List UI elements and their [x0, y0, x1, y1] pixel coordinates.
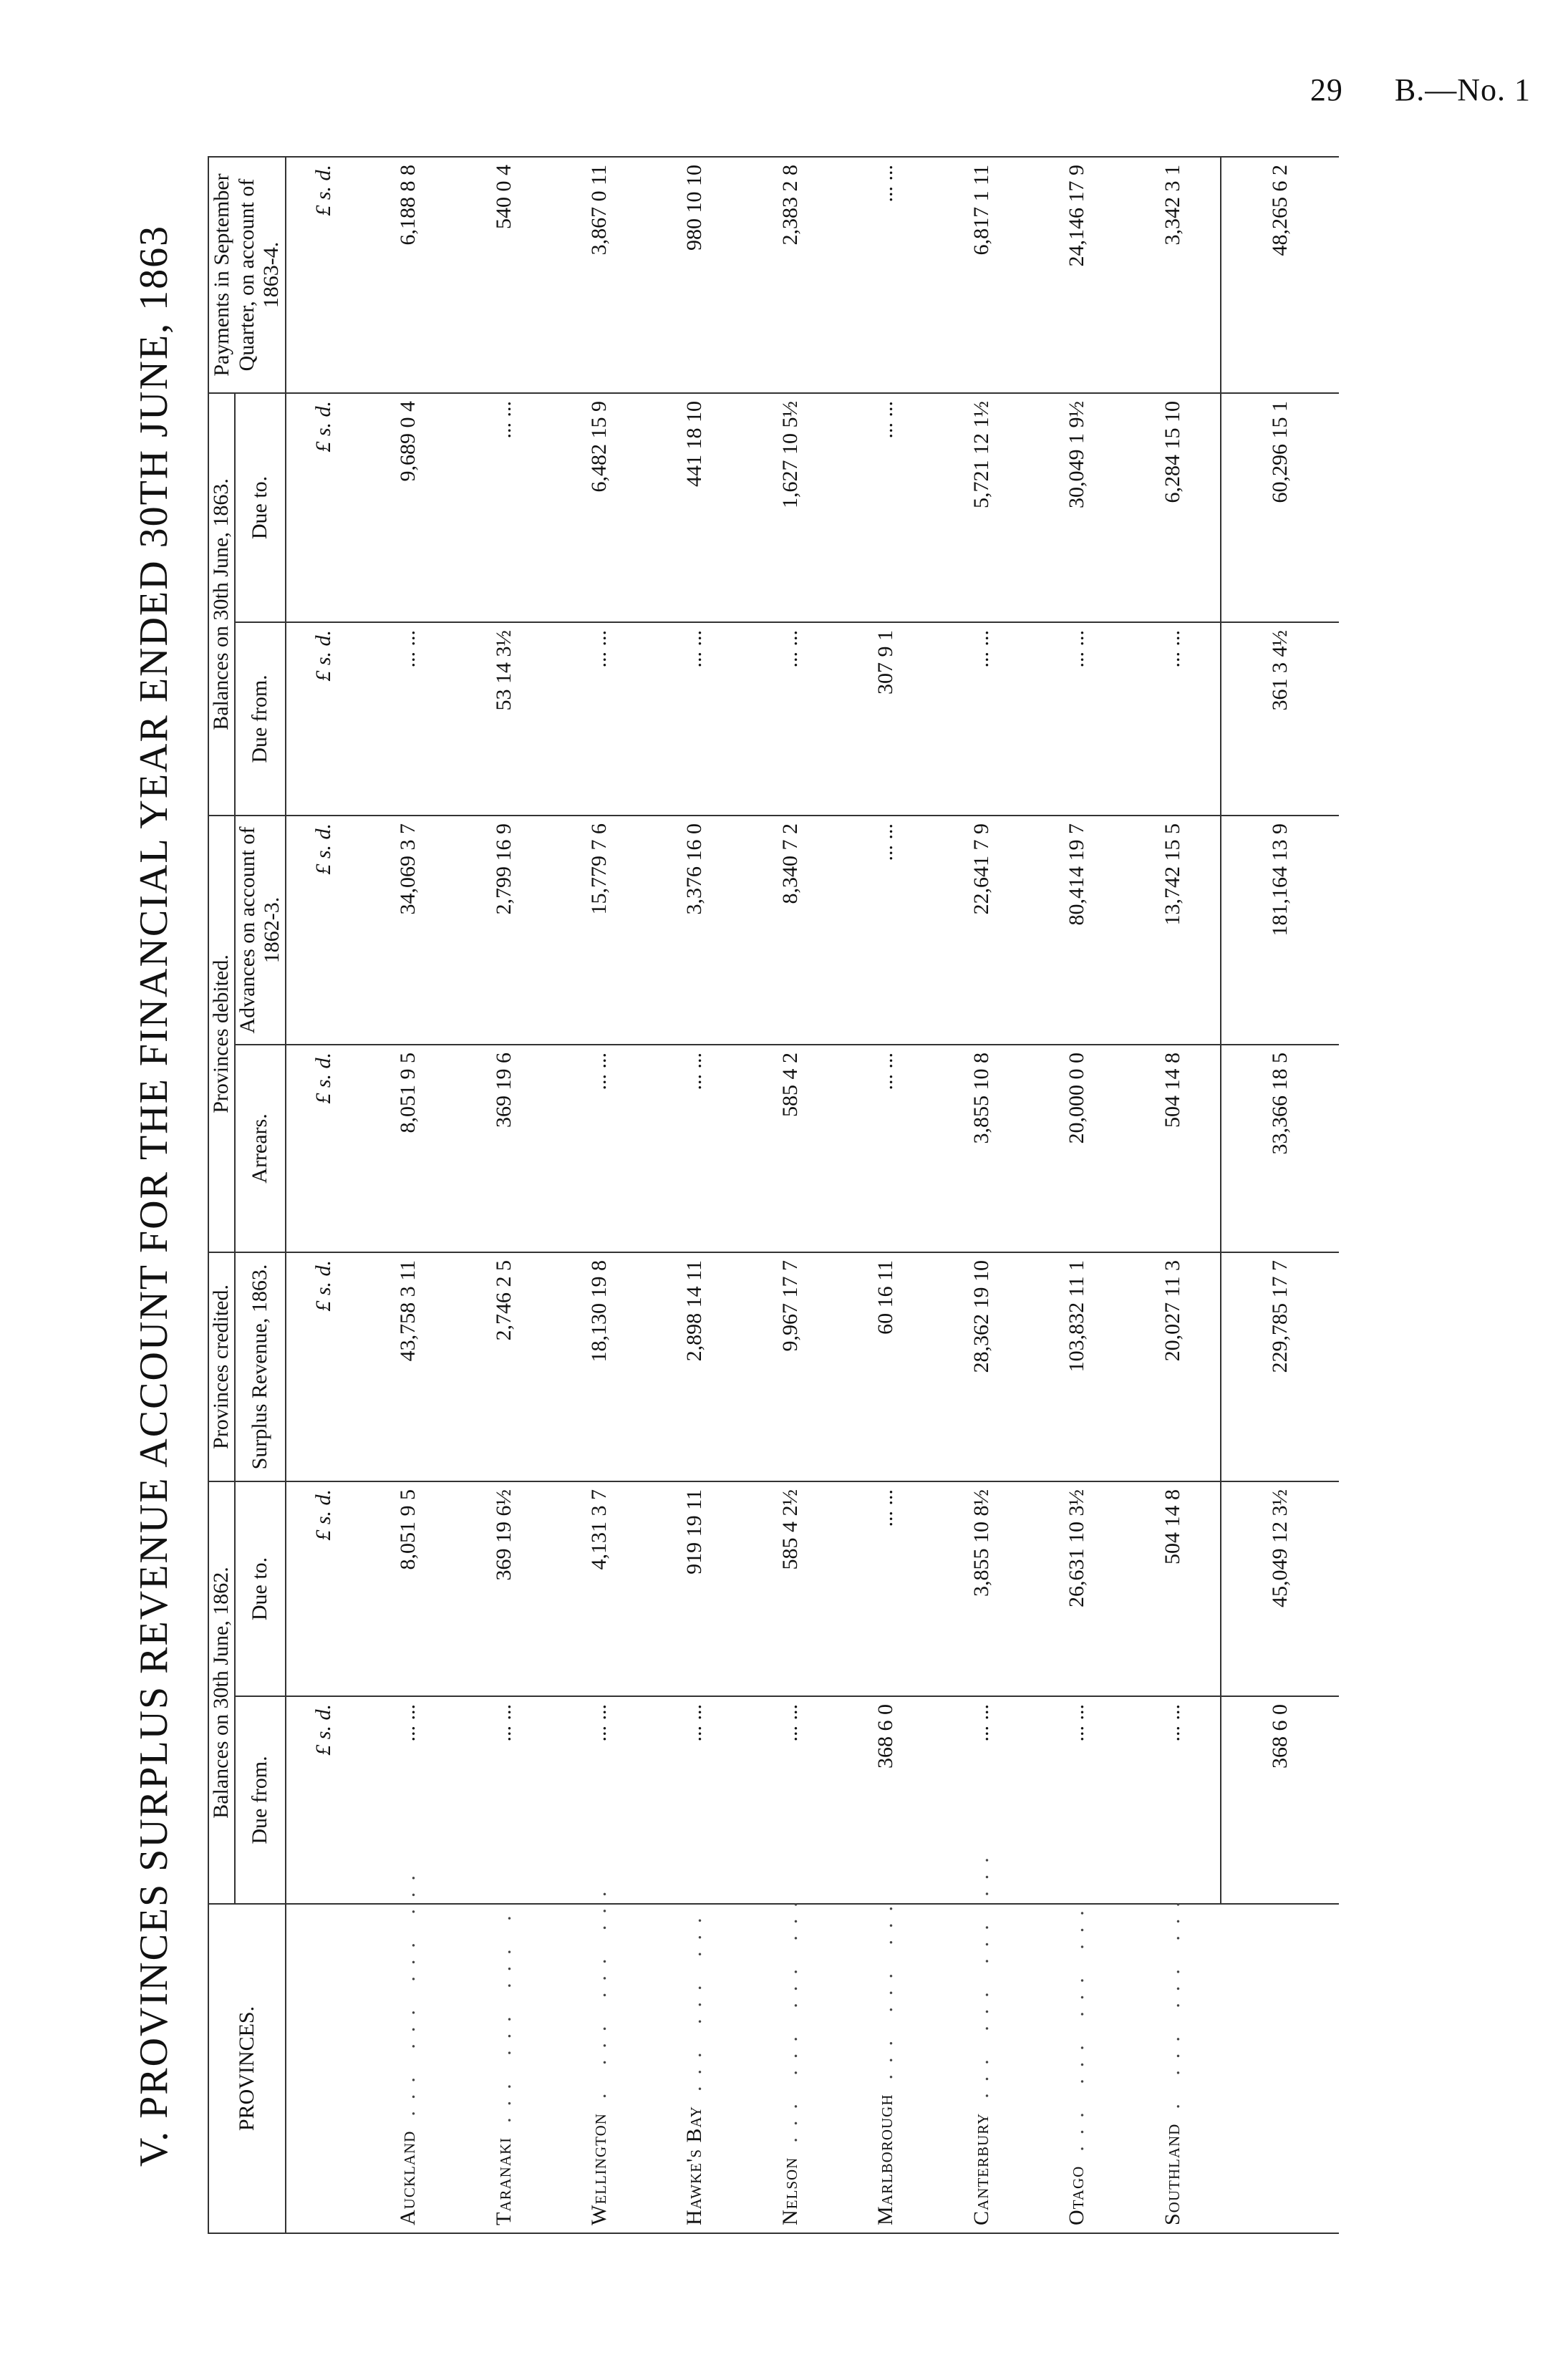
bal62-from-cell: ... ... [934, 1696, 1029, 1904]
leader-dots: ... ... ... [873, 1894, 898, 2080]
document-reference: B.—No. 1 [1394, 72, 1531, 107]
payments-cell: 980 10 10 [647, 157, 742, 393]
table-row [1125, 157, 1221, 2233]
surplus-cell: 103,832 11 1 [1029, 1252, 1124, 1481]
bal63-to-cell: 6,482 15 9 [551, 393, 647, 622]
province-name: Hawke's Bay [682, 2106, 707, 2225]
surplus-cell: 2,746 2 5 [456, 1252, 551, 1481]
bal62-from-cell: ... ... [456, 1696, 551, 1904]
bal63-to-cell: 9,689 0 4 [361, 393, 456, 622]
leader-dots: . ... ... ... [1161, 1890, 1184, 2109]
advances-cell: ... ... [838, 816, 934, 1045]
total-bal63-from: 361 3 4½ [1221, 622, 1339, 816]
table-frame [208, 158, 1339, 2234]
bal62-to-cell: 585 4 2½ [742, 1481, 838, 1696]
bal63-from-cell: ... ... [1125, 622, 1221, 816]
advances-header: Advances on account of 1862-3. [235, 816, 286, 1045]
payments-cell: 2,383 2 8 [742, 157, 838, 393]
bal62-to-cell: 3,855 10 8½ [934, 1481, 1029, 1696]
surplus-revenue-table [208, 156, 1339, 2234]
bal63-to-cell: 30,049 1 9½ [1029, 393, 1124, 622]
payments-cell: 6,188 8 8 [361, 157, 456, 393]
table-row [742, 157, 838, 2233]
province-name: Wellington [587, 2113, 611, 2225]
province-name: Otago [1064, 2165, 1088, 2225]
balances-1863-header: Balances on 30th June, 1863. [208, 393, 235, 816]
bal63-from-cell: ... ... [934, 622, 1029, 816]
table-row [361, 157, 456, 2233]
payments-cell: 3,867 0 11 [551, 157, 647, 393]
table-row [838, 157, 934, 2233]
table-row [551, 157, 647, 2233]
payments-cell: 540 0 4 [456, 157, 551, 393]
bal63-from-cell: ... ... [361, 622, 456, 816]
bal63-to-cell: ... ... [456, 393, 551, 622]
bal63-from-cell: 307 9 1 [838, 622, 934, 816]
due-to-1863-header: Due to. [235, 393, 286, 622]
total-payments: 48,265 6 2 [1221, 157, 1339, 393]
units-label: £ s. d. [286, 1045, 361, 1252]
bal62-to-cell: 8,051 9 5 [361, 1481, 456, 1696]
leader-dots: ... ... ... ... [396, 1864, 420, 2117]
province-name: Canterbury [969, 2112, 993, 2225]
bal63-from-cell: ... ... [742, 622, 838, 816]
surplus-cell: 60 16 11 [838, 1252, 934, 1481]
arrears-cell: ... ... [551, 1045, 647, 1252]
leader-dots: . ... ... ... [587, 1880, 611, 2099]
arrears-cell: 20,000 0 0 [1029, 1045, 1124, 1252]
debited-header: Provinces debited. [208, 816, 235, 1252]
units-label: £ s. d. [286, 816, 361, 1045]
table-row [934, 157, 1029, 2233]
province-name: Marlborough [873, 2094, 898, 2225]
arrears-cell: 8,051 9 5 [361, 1045, 456, 1252]
units-label: £ s. d. [286, 1481, 361, 1696]
bal62-from-cell: ... ... [361, 1696, 456, 1904]
units-row [286, 157, 361, 2233]
provinces-header: PROVINCES. [208, 1904, 286, 2233]
advances-cell: 13,742 15 5 [1125, 816, 1221, 1045]
province-name: Auckland [396, 2130, 420, 2225]
due-from-1862-header: Due from. [235, 1696, 286, 1904]
total-surplus: 229,785 17 7 [1221, 1252, 1339, 1481]
due-to-1862-header: Due to. [235, 1481, 286, 1696]
units-label: £ s. d. [286, 622, 361, 816]
arrears-cell: 3,855 10 8 [934, 1045, 1029, 1252]
bal63-to-cell: ... ... [838, 393, 934, 622]
units-label: £ s. d. [286, 157, 361, 393]
arrears-cell: 504 14 8 [1125, 1045, 1221, 1252]
bal62-to-cell: ... ... [838, 1481, 934, 1696]
total-bal62-from: 368 6 0 [1221, 1696, 1339, 1904]
arrears-header: Arrears. [235, 1045, 286, 1252]
arrears-cell: ... ... [647, 1045, 742, 1252]
surplus-revenue-header: Surplus Revenue, 1863. [235, 1252, 286, 1481]
bal62-to-cell: 26,631 10 3½ [1029, 1481, 1124, 1696]
arrears-cell: ... ... [838, 1045, 934, 1252]
total-arrears: 33,366 18 5 [1221, 1045, 1339, 1252]
surplus-cell: 18,130 19 8 [551, 1252, 647, 1481]
bal62-from-cell: ... ... [551, 1696, 647, 1904]
arrears-cell: 369 19 6 [456, 1045, 551, 1252]
surplus-cell: 43,758 3 11 [361, 1252, 456, 1481]
bal62-to-cell: 4,131 3 7 [551, 1481, 647, 1696]
bal62-from-cell: ... ... [742, 1696, 838, 1904]
bal62-from-cell: ... ... [1029, 1696, 1124, 1904]
due-from-1863-header: Due from. [235, 622, 286, 816]
advances-cell: 15,779 7 6 [551, 816, 647, 1045]
table-row [456, 157, 551, 2233]
bal63-to-cell: 5,721 12 1½ [934, 393, 1029, 622]
bal62-to-cell: 369 19 6½ [456, 1481, 551, 1696]
payments-cell: ... ... [838, 157, 934, 393]
bal62-from-cell: ... ... [647, 1696, 742, 1904]
advances-cell: 34,069 3 7 [361, 816, 456, 1045]
bal62-from-cell: 368 6 0 [838, 1696, 934, 1904]
advances-cell: 8,340 7 2 [742, 816, 838, 1045]
province-name: Taranaki [491, 2137, 516, 2225]
units-label: £ s. d. [286, 1252, 361, 1481]
bal63-to-cell: 441 18 10 [647, 393, 742, 622]
arrears-cell: 585 4 2 [742, 1045, 838, 1252]
advances-cell: 22,641 7 9 [934, 816, 1029, 1045]
payments-cell: 3,342 3 1 [1125, 157, 1221, 393]
bal62-to-cell: 504 14 8 [1125, 1481, 1221, 1696]
total-bal63-to: 60,296 15 1 [1221, 393, 1339, 622]
page-number: 29 [1310, 72, 1343, 107]
rotated-table-sheet [100, 79, 1504, 2298]
units-label: £ s. d. [286, 1696, 361, 1904]
surplus-cell: 9,967 17 7 [742, 1252, 838, 1481]
leader-dots: ... ... ... ... [778, 1890, 802, 2143]
advances-cell: 3,376 16 0 [647, 816, 742, 1045]
bal63-from-cell: ... ... [647, 622, 742, 816]
bal63-from-cell: ... ... [1029, 622, 1124, 816]
province-name: Southland [1161, 2123, 1184, 2225]
payments-cell: 24,146 17 9 [1029, 157, 1124, 393]
credited-header: Provinces credited. [208, 1252, 235, 1481]
advances-cell: 80,414 19 7 [1029, 816, 1124, 1045]
total-bal62-to: 45,049 12 3½ [1221, 1481, 1339, 1696]
leader-dots: ... ... ... ... [969, 1846, 993, 2099]
payments-header: Payments in September Quarter, on account of 1863-4. [208, 157, 286, 393]
bal62-from-cell: ... ... [1125, 1696, 1221, 1904]
surplus-cell: 2,898 14 11 [647, 1252, 742, 1481]
table-row [647, 157, 742, 2233]
province-name: Nelson [778, 2157, 802, 2225]
balances-1862-header: Balances on 30th June, 1862. [208, 1481, 235, 1904]
bal62-to-cell: 919 19 11 [647, 1481, 742, 1696]
leader-dots: ... ... ... [682, 1906, 707, 2092]
units-label: £ s. d. [286, 393, 361, 622]
bal63-from-cell: 53 14 3½ [456, 622, 551, 816]
bal63-to-cell: 6,284 15 10 [1125, 393, 1221, 622]
leader-dots: ... ... ... . [491, 1904, 516, 2123]
payments-cell: 6,817 1 11 [934, 157, 1029, 393]
leader-dots: ... ... ... ... [1064, 1899, 1088, 2152]
bal63-to-cell: 1,627 10 5½ [742, 393, 838, 622]
table-title: V. PROVINCES SURPLUS REVENUE ACCOUNT FOR THE FINANCIAL YEAR ENDED 30TH JUNE, 1863 [132, 224, 176, 2167]
total-advances: 181,164 13 9 [1221, 816, 1339, 1045]
bal63-from-cell: ... ... [551, 622, 647, 816]
surplus-cell: 28,362 19 10 [934, 1252, 1029, 1481]
surplus-cell: 20,027 11 3 [1125, 1252, 1221, 1481]
totals-row [1221, 157, 1339, 2233]
advances-cell: 2,799 16 9 [456, 816, 551, 1045]
table-row [1029, 157, 1124, 2233]
